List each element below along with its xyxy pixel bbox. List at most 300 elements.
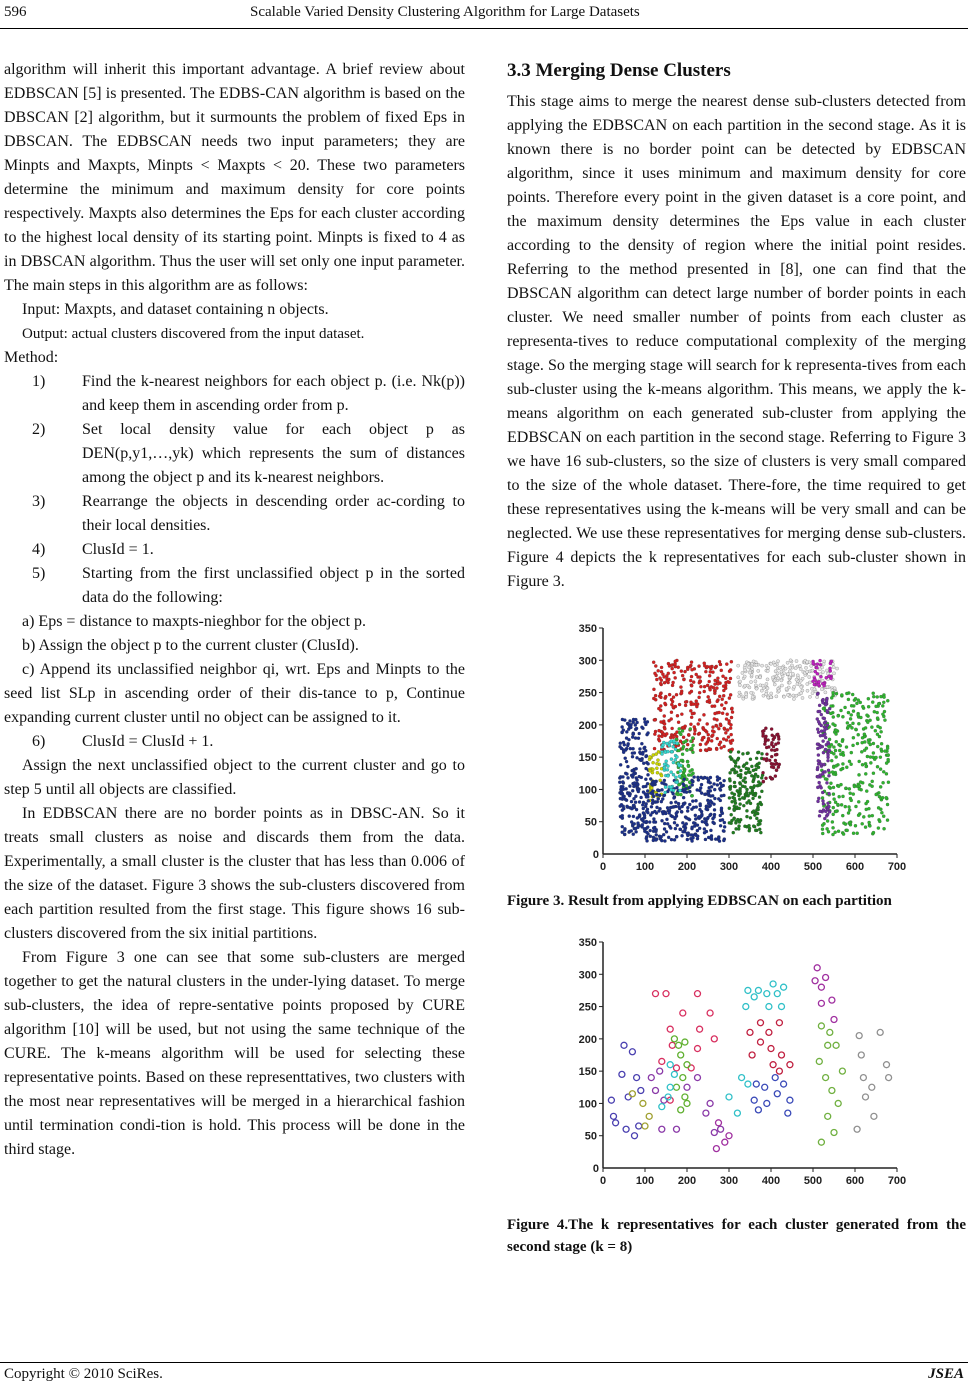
cluster-point: [757, 762, 760, 765]
figure-3-scatter: [567, 618, 907, 880]
cluster-point: [794, 694, 797, 697]
cluster-point: [704, 749, 707, 752]
cluster-point: [765, 746, 768, 749]
y-tick-label: 150: [578, 1066, 597, 1079]
cluster-point: [794, 667, 797, 670]
cluster-point: [750, 765, 753, 768]
cluster-point: [730, 710, 733, 713]
cluster-point: [708, 674, 711, 677]
cluster-point: [839, 768, 842, 771]
cluster-point: [666, 764, 669, 767]
cluster-point: [856, 814, 859, 817]
cluster-point: [884, 796, 887, 799]
x-tick-label: 400: [761, 1175, 780, 1187]
cluster-point: [838, 744, 841, 747]
cluster-point: [830, 770, 833, 773]
cluster-point: [816, 800, 819, 803]
cluster-point: [631, 773, 634, 776]
cluster-point: [856, 733, 859, 736]
cluster-point: [703, 664, 706, 667]
cluster-point: [662, 722, 665, 725]
cluster-point: [848, 808, 851, 811]
x-tick-label: 300: [719, 1175, 738, 1187]
cluster-point: [620, 825, 623, 828]
cluster-point: [821, 824, 824, 827]
cluster-point: [709, 829, 712, 832]
cluster-point: [631, 815, 634, 818]
plot-area: [603, 942, 897, 1168]
cluster-point: [815, 717, 818, 720]
cluster-point: [684, 704, 687, 707]
cluster-point: [826, 753, 829, 756]
cluster-point: [663, 822, 666, 825]
cluster-point: [827, 774, 830, 777]
cluster-point: [679, 793, 682, 796]
cluster-point: [645, 808, 648, 811]
cluster-point: [710, 705, 713, 708]
cluster-point: [749, 691, 752, 694]
cluster-point: [835, 667, 838, 670]
cluster-point: [832, 666, 835, 669]
cluster-point: [632, 797, 635, 800]
cluster-point: [805, 660, 808, 663]
cluster-point: [818, 668, 821, 671]
cluster-point: [680, 805, 683, 808]
cluster-point: [747, 829, 750, 832]
cluster-point: [722, 821, 725, 824]
cluster-point: [689, 675, 692, 678]
cluster-point: [637, 800, 640, 803]
page-number: 596: [4, 4, 27, 20]
cluster-point: [862, 815, 865, 818]
cluster-point: [819, 786, 822, 789]
cluster-point: [698, 680, 701, 683]
cluster-point: [741, 796, 744, 799]
cluster-point: [868, 783, 871, 786]
cluster-point: [871, 751, 874, 754]
section-heading: 3.3 Merging Dense Clusters: [507, 60, 731, 81]
cluster-point: [815, 666, 818, 669]
cluster-point: [683, 670, 686, 673]
cluster-point: [863, 726, 866, 729]
cluster-point: [689, 661, 692, 664]
y-tick-label: 300: [578, 655, 597, 668]
cluster-point: [776, 660, 779, 663]
cluster-point: [838, 749, 841, 752]
cluster-point: [671, 696, 674, 699]
cluster-point: [865, 755, 868, 758]
cluster-point: [726, 735, 729, 738]
cluster-point: [773, 774, 776, 777]
cluster-point: [774, 695, 777, 698]
cluster-point: [693, 814, 696, 817]
cluster-point: [652, 688, 655, 691]
cluster-point: [796, 674, 799, 677]
cluster-point: [816, 786, 819, 789]
cluster-point: [818, 810, 821, 813]
cluster-point: [834, 740, 837, 743]
cluster-point: [713, 712, 716, 715]
cluster-point: [698, 749, 701, 752]
cluster-point: [822, 763, 825, 766]
cluster-point: [700, 820, 703, 823]
cluster-point: [646, 799, 649, 802]
cluster-point: [884, 772, 887, 775]
cluster-point: [621, 741, 624, 744]
cluster-point: [773, 664, 776, 667]
cluster-point: [765, 753, 768, 756]
cluster-point: [834, 729, 837, 732]
cluster-point: [679, 685, 682, 688]
cluster-point: [715, 686, 718, 689]
cluster-point: [656, 797, 659, 800]
cluster-point: [817, 781, 820, 784]
cluster-point: [872, 695, 875, 698]
cluster-point: [662, 714, 665, 717]
cluster-point: [698, 718, 701, 721]
cluster-point: [751, 695, 754, 698]
cluster-point: [824, 727, 827, 730]
cluster-point: [821, 802, 824, 805]
cluster-point: [737, 820, 740, 823]
cluster-point: [851, 710, 854, 713]
cluster-point: [635, 816, 638, 819]
cluster-point: [681, 773, 684, 776]
cluster-point: [620, 718, 623, 721]
cluster-point: [815, 662, 818, 665]
cluster-point: [813, 670, 816, 673]
cluster-point: [677, 775, 680, 778]
cluster-point: [687, 733, 690, 736]
step-number: 2): [32, 421, 46, 438]
algo-method-label: Method:: [4, 349, 59, 366]
cluster-point: [670, 703, 673, 706]
cluster-point: [659, 670, 662, 673]
cluster-point: [881, 796, 884, 799]
cluster-point: [645, 831, 648, 834]
cluster-point: [706, 695, 709, 698]
cluster-point: [882, 701, 885, 704]
cluster-point: [837, 785, 840, 788]
cluster-point: [691, 751, 694, 754]
cluster-point: [759, 803, 762, 806]
cluster-point: [867, 705, 870, 708]
cluster-point: [788, 659, 791, 662]
cluster-point: [870, 726, 873, 729]
cluster-point: [771, 676, 774, 679]
cluster-point: [752, 784, 755, 787]
cluster-point: [746, 684, 749, 687]
cluster-point: [872, 710, 875, 713]
cluster-point: [671, 745, 674, 748]
x-tick-label: 100: [635, 1175, 654, 1187]
cluster-point: [819, 724, 822, 727]
cluster-point: [639, 776, 642, 779]
cluster-point: [701, 736, 704, 739]
cluster-point: [744, 792, 747, 795]
cluster-point: [728, 755, 731, 758]
x-tick-label: 0: [599, 861, 606, 873]
cluster-point: [867, 821, 870, 824]
cluster-point: [684, 740, 687, 743]
cluster-point: [669, 711, 672, 714]
cluster-point: [752, 776, 755, 779]
cluster-point: [718, 799, 721, 802]
cluster-point: [741, 765, 744, 768]
cluster-point: [698, 804, 701, 807]
cluster-point: [854, 805, 857, 808]
cluster-point: [695, 837, 698, 840]
cluster-point: [690, 839, 693, 842]
cluster-point: [860, 822, 863, 825]
cluster-point: [800, 696, 803, 699]
journal-name: JSEA: [928, 1366, 964, 1382]
cluster-point: [711, 817, 714, 820]
cluster-point: [871, 701, 874, 704]
cluster-point: [855, 832, 858, 835]
cluster-point: [848, 717, 851, 720]
cluster-point: [674, 805, 677, 808]
cluster-point: [882, 770, 885, 773]
cluster-point: [732, 759, 735, 762]
cluster-point: [649, 813, 652, 816]
algo-step: [4, 538, 465, 562]
x-tick-label: 600: [845, 1175, 864, 1187]
cluster-point: [870, 814, 873, 817]
cluster-point: [878, 768, 881, 771]
cluster-point: [727, 697, 730, 700]
cluster-point: [721, 675, 724, 678]
cluster-point: [697, 696, 700, 699]
cluster-point: [857, 760, 860, 763]
cluster-point: [846, 725, 849, 728]
cluster-point: [699, 783, 702, 786]
cluster-point: [621, 780, 624, 783]
cluster-point: [756, 823, 759, 826]
cluster-point: [737, 691, 740, 694]
cluster-point: [706, 739, 709, 742]
cluster-point: [665, 806, 668, 809]
cluster-point: [744, 767, 747, 770]
cluster-point: [829, 743, 832, 746]
cluster-point: [729, 693, 732, 696]
cluster-point: [826, 741, 829, 744]
cluster-point: [624, 760, 627, 763]
cluster-point: [786, 693, 789, 696]
cluster-point: [706, 733, 709, 736]
cluster-point: [881, 704, 884, 707]
cluster-point: [703, 838, 706, 841]
cluster-point: [620, 792, 623, 795]
cluster-point: [847, 760, 850, 763]
cluster-point: [735, 758, 738, 761]
cluster-point: [732, 781, 735, 784]
cluster-point: [865, 714, 868, 717]
cluster-point: [758, 676, 761, 679]
cluster-point: [649, 777, 652, 780]
cluster-point: [669, 838, 672, 841]
cluster-point: [758, 819, 761, 822]
cluster-point: [631, 789, 634, 792]
y-tick-label-zero: 0: [592, 849, 599, 861]
cluster-point: [653, 672, 656, 675]
cluster-point: [669, 826, 672, 829]
cluster-point: [871, 742, 874, 745]
cluster-point: [836, 803, 839, 806]
cluster-point: [865, 800, 868, 803]
cluster-point: [757, 795, 760, 798]
cluster-point: [720, 703, 723, 706]
cluster-point: [690, 712, 693, 715]
cluster-point: [845, 721, 848, 724]
cluster-point: [765, 687, 768, 690]
cluster-point: [841, 832, 844, 835]
cluster-point: [678, 769, 681, 772]
cluster-point: [734, 771, 737, 774]
cluster-point: [675, 755, 678, 758]
cluster-point: [825, 686, 828, 689]
cluster-point: [721, 784, 724, 787]
cluster-point: [854, 728, 857, 731]
cluster-point: [666, 822, 669, 825]
cluster-point: [683, 828, 686, 831]
paragraph-merging: This stage aims to merge the nearest dense sub-clusters detected from applying the EDBSCAN on each partition in the second stage. As it is known there is no border point can be detected by EDBSCAN algorithm, since it uses minimum and maximum density for core points. Therefore every point in the given dataset is a core point, and the maximum density determines the Eps value in each cluster according to the density of region where the initial point resides. Referring to the method presented in [8], one can find that the DBSCAN algorithm can detect large number of border points in each cluster. We need smaller number of points from each cluster as representa-tives to reduce computational complexity of the merging stage. So the merging stage will search for k representa-tives from each sub-cluster using the k-means algorithm. This means, we apply the k-means algorithm on each generated sub-cluster from applying the EDBSCAN on each partition in the second stage. Referring to Figure 3 we have 16 sub-clusters, so the size of clusters is very small compared to the size of the whole dataset. There-fore, the time required to get these representatives using the k-means will be very small and can be neglected. We use these representatives for merging dense sub-clusters. Figure 4 depicts the k representatives for each sub-cluster shown in Figure 3.: [507, 93, 966, 590]
cluster-point: [636, 737, 639, 740]
cluster-point: [841, 762, 844, 765]
algo-steps: [4, 370, 465, 610]
cluster-point: [808, 695, 811, 698]
cluster-point: [856, 714, 859, 717]
cluster-point: [825, 669, 828, 672]
cluster-point: [822, 717, 825, 720]
cluster-point: [699, 685, 702, 688]
cluster-point: [754, 812, 757, 815]
cluster-point: [673, 676, 676, 679]
y-tick-label: 350: [578, 937, 597, 949]
cluster-point: [682, 678, 685, 681]
cluster-point: [659, 704, 662, 707]
cluster-point: [699, 786, 702, 789]
cluster-point: [691, 833, 694, 836]
cluster-point: [709, 785, 712, 788]
cluster-point: [685, 749, 688, 752]
cluster-point: [707, 836, 710, 839]
cluster-point: [769, 692, 772, 695]
cluster-point: [684, 700, 687, 703]
cluster-point: [659, 774, 662, 777]
cluster-point: [758, 828, 761, 831]
cluster-point: [673, 758, 676, 761]
cluster-point: [730, 800, 733, 803]
cluster-point: [886, 758, 889, 761]
cluster-point: [648, 829, 651, 832]
cluster-point: [675, 714, 678, 717]
cluster-point: [634, 727, 637, 730]
cluster-point: [707, 779, 710, 782]
cluster-point: [743, 785, 746, 788]
cluster-point: [725, 663, 728, 666]
cluster-point: [623, 757, 626, 760]
cluster-point: [879, 695, 882, 698]
cluster-point: [654, 838, 657, 841]
footer-rule: [0, 1362, 968, 1363]
cluster-point: [664, 830, 667, 833]
cluster-point: [666, 750, 669, 753]
cluster-point: [855, 702, 858, 705]
cluster-point: [733, 764, 736, 767]
cluster-point: [657, 739, 660, 742]
cluster-point: [876, 826, 879, 829]
cluster-point: [655, 762, 658, 765]
cluster-point: [652, 827, 655, 830]
cluster-point: [717, 711, 720, 714]
cluster-point: [738, 680, 741, 683]
cluster-point: [629, 800, 632, 803]
cluster-point: [725, 713, 728, 716]
cluster-point: [653, 810, 656, 813]
cluster-point: [643, 746, 646, 749]
cluster-point: [818, 663, 821, 666]
cluster-point: [688, 803, 691, 806]
cluster-point: [663, 786, 666, 789]
cluster-point: [755, 757, 758, 760]
cluster-point: [731, 831, 734, 834]
cluster-point: [847, 805, 850, 808]
cluster-point: [722, 794, 725, 797]
cluster-point: [697, 665, 700, 668]
cluster-point: [804, 666, 807, 669]
cluster-point: [630, 807, 633, 810]
cluster-point: [748, 802, 751, 805]
cluster-point: [698, 808, 701, 811]
cluster-point: [657, 734, 660, 737]
cluster-point: [707, 698, 710, 701]
cluster-point: [830, 759, 833, 762]
cluster-point: [652, 697, 655, 700]
cluster-point: [669, 785, 672, 788]
step-number: 5): [32, 565, 46, 582]
cluster-point: [662, 766, 665, 769]
cluster-point: [662, 794, 665, 797]
cluster-point: [670, 750, 673, 753]
cluster-point: [620, 809, 623, 812]
cluster-point: [874, 793, 877, 796]
cluster-point: [786, 672, 789, 675]
cluster-point: [683, 824, 686, 827]
cluster-point: [734, 827, 737, 830]
cluster-point: [712, 808, 715, 811]
cluster-point: [681, 726, 684, 729]
algo-step: [4, 490, 465, 538]
cluster-point: [695, 788, 698, 791]
cluster-point: [634, 767, 637, 770]
cluster-point: [674, 835, 677, 838]
cluster-point: [691, 703, 694, 706]
cluster-point: [819, 675, 822, 678]
cluster-point: [766, 669, 769, 672]
cluster-point: [827, 749, 830, 752]
cluster-point: [634, 830, 637, 833]
cluster-point: [748, 792, 751, 795]
cluster-point: [791, 694, 794, 697]
cluster-point: [620, 816, 623, 819]
cluster-point: [819, 713, 822, 716]
cluster-point: [841, 753, 844, 756]
cluster-point: [766, 696, 769, 699]
cluster-point: [691, 780, 694, 783]
cluster-point: [646, 773, 649, 776]
cluster-point: [731, 768, 734, 771]
